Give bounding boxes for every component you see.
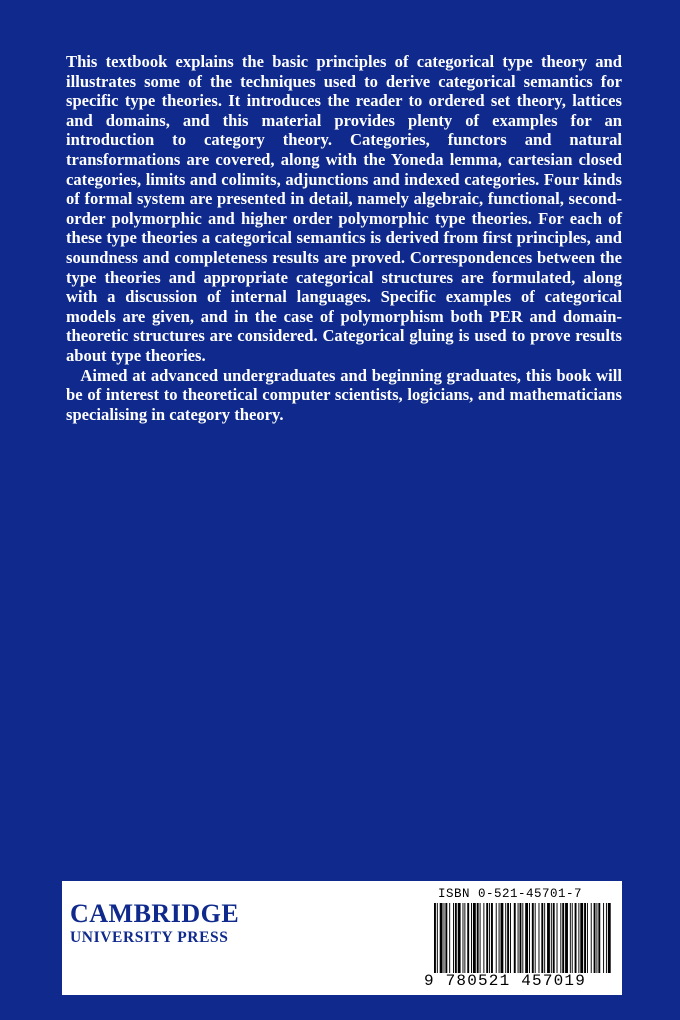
publisher-footer <box>62 881 622 995</box>
blurb-paragraph-2 <box>66 366 622 425</box>
publisher-name: CAMBRIDGE <box>70 899 240 928</box>
barcode-number: 9 780521 457019 <box>424 972 587 990</box>
isbn-barcode <box>432 903 614 973</box>
publisher-press: UNIVERSITY PRESS <box>70 929 229 946</box>
blurb-paragraph-2-text: Aimed at advanced undergraduates and beginning graduates, this book will be of interest to theoretical computer scientists, logicians, and mathematicians specialising in category theory. <box>66 365 622 424</box>
back-cover-blurb <box>66 52 622 424</box>
blurb-paragraph-1: This textbook explains the basic principles of categorical type theory and illustrates some of the techniques used to derive categorical semantics for specific type theories. It introduces the reader to ordered set theory, lattices and domains, and this material provides plenty of examples for an introduction to category theory. Categories, functors and natural transformations are covered, along with the Yoneda lemma, cartesian closed categories, limits and colimits, adjunctions and indexed categories. Four kinds of formal system are presented in detail, namely algebraic, functional, second-order polymorphic and higher order polymorphic type theories. For each of these type theories a categorical semantics is derived from first principles, and soundness and completeness results are proved. Correspondences between the type theories and appropriate categorical structures are formulated, along with a discussion of internal languages. Specific examples of categorical models are given, and in the case of polymorphism both PER and domain-theoretic structures are considered. Categorical gluing is used to prove results about type theories. <box>66 52 622 365</box>
publisher-logo <box>70 901 239 947</box>
isbn-label: ISBN 0-521-45701-7 <box>438 887 583 901</box>
